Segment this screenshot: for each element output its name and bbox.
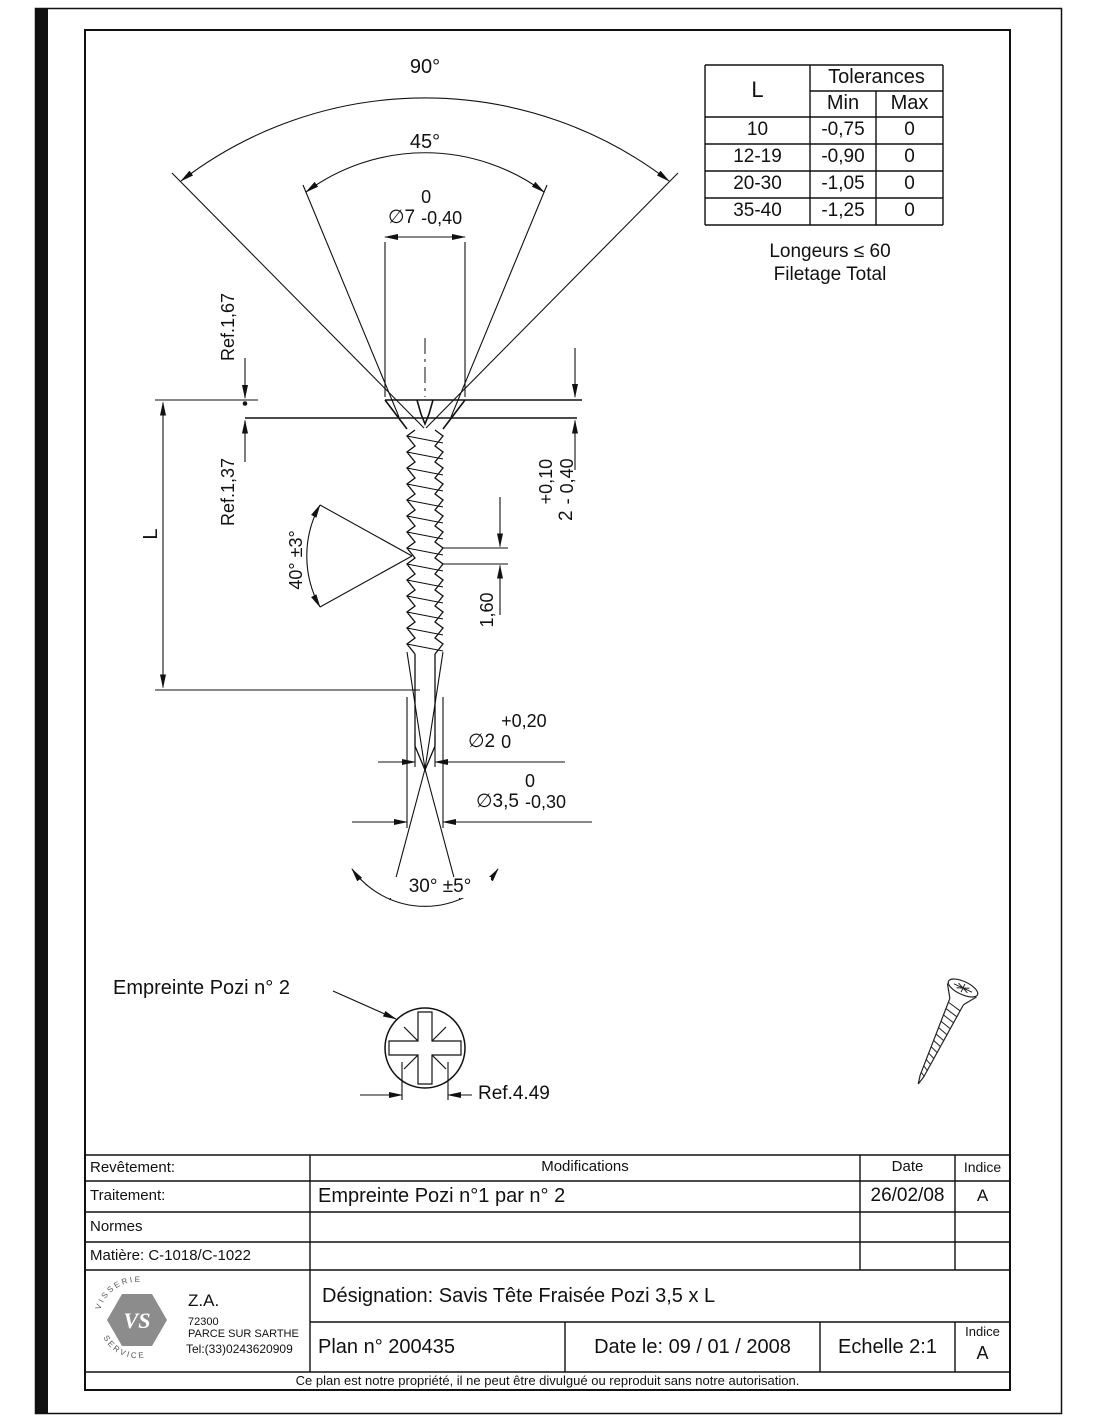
indice-value: A [976, 1343, 989, 1363]
dim-ref-upper: Ref.1,67 [218, 292, 238, 362]
echelle: Echelle 2:1 [838, 1336, 937, 1358]
tol-table-min-header: Min [826, 92, 860, 114]
dim-thread-diameter-tol-bottom: -0,30 [524, 792, 566, 812]
label-modifications: Modifications [541, 1158, 629, 1175]
tol-row-min: -1,05 [821, 173, 865, 194]
company-za: Z.A. [188, 1291, 220, 1310]
label-date: Date [891, 1158, 924, 1175]
dim-thread-angle: 40° ±3° [286, 530, 306, 590]
dim-countersink-angle: 45° [409, 131, 441, 153]
dim-head-diameter-tol-top: 0 [421, 187, 432, 207]
tol-table-max-header: Max [890, 92, 929, 114]
dim-core-diameter-tol-bottom: 0 [501, 732, 512, 752]
label-indice: Indice [963, 1159, 1002, 1175]
tol-table-title: Tolerances [828, 66, 925, 88]
tol-row-max: 0 [904, 146, 915, 167]
dim-ref-lower: Ref.1,37 [218, 457, 238, 527]
tol-row-min: -0,90 [821, 146, 865, 167]
pozi-recess-ref: Ref.4.49 [478, 1083, 550, 1104]
modification-entry: Empreinte Pozi n°1 par n° 2 [318, 1185, 566, 1207]
dim-point-angle: 30° ±5° [389, 877, 491, 898]
tol-row-min: -1,25 [821, 200, 865, 221]
label-traitement: Traitement: [90, 1187, 166, 1204]
dim-head-height-tol-top: +0,10 [536, 458, 556, 505]
dim-thread-diameter-main: ∅3,5 [476, 791, 519, 812]
dim-head-angle: 90° [409, 56, 441, 78]
company-logo [94, 1275, 175, 1360]
label-normes: Normes [90, 1218, 143, 1235]
dim-core-diameter-main: ∅2 [468, 731, 496, 752]
company-tel: Tel:(33)0243620909 [186, 1342, 293, 1356]
logo-ring-bottom: S E R V I C E [101, 1333, 145, 1361]
dim-thread-diameter [476, 772, 566, 811]
screw-3d-view [904, 975, 981, 1090]
company-zip: 72300 [188, 1316, 219, 1328]
tol-row-min: -0,75 [821, 119, 865, 140]
dim-head-diameter-main: ∅7 [388, 207, 416, 228]
pozi-recess-view [333, 991, 472, 1100]
modification-indice: A [976, 1186, 989, 1205]
tol-note-1: Longeurs ≤ 60 [769, 241, 891, 262]
dim-core-diameter [468, 712, 547, 751]
tol-row-l: 35-40 [733, 200, 782, 221]
tol-row-l: 20-30 [733, 173, 782, 194]
dim-head-height [532, 435, 576, 521]
footer-note: Ce plan est notre propriété, il ne peut être divulgué ou reproduit sans notre autorisation. [295, 1373, 800, 1388]
dim-pitch: 1,60 [477, 592, 497, 628]
label-matiere: Matière: C-1018/C-1022 [90, 1247, 251, 1264]
company-city: PARCE SUR SARTHE [188, 1328, 299, 1340]
logo-ring-top: V I S S E R I E [93, 1274, 141, 1311]
tol-row-max: 0 [904, 200, 915, 221]
tol-note-2: Filetage Total [773, 264, 887, 285]
dim-head-height-main: 2 [556, 510, 577, 521]
tol-row-l: 12-19 [733, 146, 782, 167]
label-revetement: Revêtement: [90, 1159, 176, 1176]
indice-label: Indice [965, 1324, 1000, 1339]
tol-row-max: 0 [904, 119, 915, 140]
plan-number: Plan n° 200435 [318, 1336, 456, 1358]
dim-thread-diameter-tol-top: 0 [524, 771, 535, 791]
date-le: Date le: 09 / 01 / 2008 [594, 1336, 791, 1358]
tol-row-max: 0 [904, 173, 915, 194]
designation: Désignation: Savis Tête Fraisée Pozi 3,5 x L [322, 1285, 716, 1307]
logo-monogram: VS [123, 1308, 151, 1333]
dim-head-diameter-tol-bottom: -0,40 [421, 208, 463, 228]
dim-length-label: L [140, 528, 162, 540]
tol-row-l: 10 [746, 119, 769, 140]
modification-date: 26/02/08 [870, 1185, 945, 1206]
pozi-recess-label: Empreinte Pozi n° 2 [113, 977, 290, 999]
dim-head-height-tol-bottom: - 0,40 [557, 458, 577, 505]
dim-head-diameter [388, 188, 462, 227]
tol-table-l-header: L [751, 77, 764, 102]
dim-core-diameter-tol-top: +0,20 [501, 711, 547, 731]
